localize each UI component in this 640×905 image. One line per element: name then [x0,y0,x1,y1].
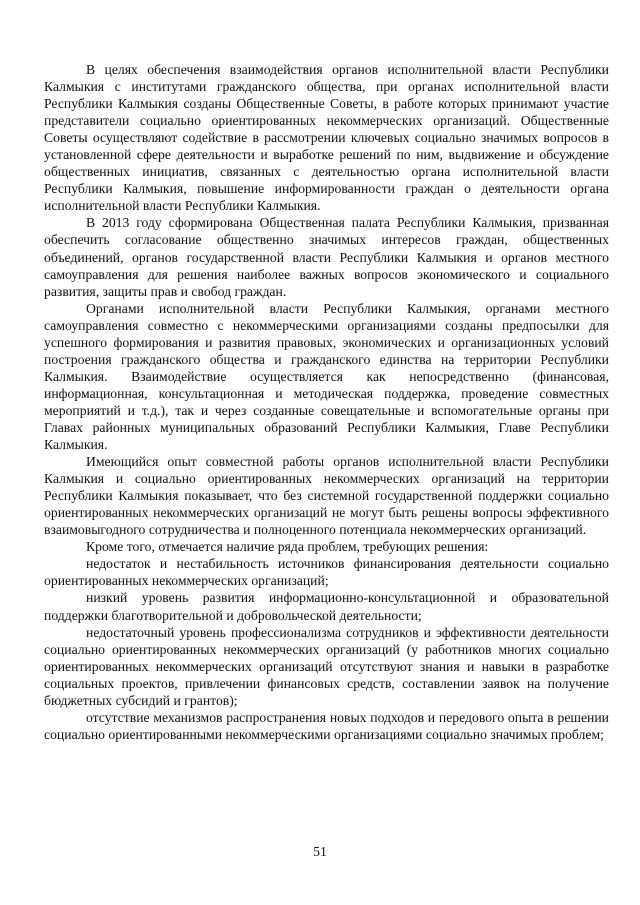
paragraph-public-chamber: В 2013 году сформирована Общественная палата Республики Калмыкия, призванная обеспечить согласование общественно значимых интересов граждан, общественных объединений, органов государственной власти Республики Калмыкия и органов местного самоуправления для решения наиболее важных вопросов экономического и социального развития, защиты прав и свобод граждан. [44,215,609,299]
paragraph-experience: Имеющийся опыт совместной работы органов исполнительной власти Республики Калмыкия и социально ориентированных некоммерческих организаций на территории Республики Калмыкия показывает, что без системной государственной поддержки социально ориентированных некоммерческих организаций не могут быть решены вопросы эффективного взаимовыгодного сотрудничества и полноценного потенциала некоммерческих организаций. [44,454,609,538]
paragraph-interaction-councils: В целях обеспечения взаимодействия органов исполнительной власти Республики Калмыкия с институтами гражданского общества, при органах исполнительной власти Республики Калмыкия созданы Общественные Советы, в работе которых принимают участие представители социально ориентированных некоммерческих организаций. Общественные Советы осуществляют содействие в рассмотрении ключевых социально значимых вопросов в установленной сфере деятельности и выработке решений по ним, выдвижение и обсуждение общественных инициатив, связанных с деятельностью органа исполнительной власти Республики Калмыкия, повышение информированности граждан о деятельности органа исполнительной власти Республики Калмыкия. [44,62,609,214]
problem-item-professionalism: недостаточный уровень профессионализма сотрудников и эффективности деятельности социально ориентированных некоммерческих организаций (у работников многих социально ориентированных некоммерческих организаций отсутствуют знания и навыки в разработке социальных проектов, привлечении финансовых средств, составлении заявок на получение бюджетных субсидий и грантов); [44,624,609,708]
problem-item-support: низкий уровень развития информационно-консультационной и образовательной поддержки благотворительной и добровольческой деятельности; [44,590,609,623]
problem-item-funding: недостаток и нестабильность источников финансирования деятельности социально ориентированных некоммерческих организаций; [44,556,609,589]
paragraph-preconditions: Органами исполнительной власти Республики Калмыкия, органами местного самоуправления совместно с некоммерческими организациями созданы предпосылки для успешного формирования и развития правовых, экономических и организационных условий построения гражданского общества и гражданского единства на территории Республики Калмыкия. Взаимодействие осуществляется как непосредственно (финансовая, информационная, консультационная и методическая поддержка, проведение совместных мероприятий и т.д.), так и через созданные совещательные и вспомогательные органы при Главах районных муниципальных образований Республики Калмыкия, Главе Республики Калмыкия. [44,300,609,453]
problem-item-mechanisms: отсутствие механизмов распространения новых подходов и передового опыта в решении социально ориентированными некоммерческими организациями социально значимых проблем; [44,709,609,742]
body-text [44,61,609,743]
page-number: 51 [313,844,327,859]
paragraph-problems-intro: Кроме того, отмечается наличие ряда проблем, требующих решения: [86,539,489,555]
